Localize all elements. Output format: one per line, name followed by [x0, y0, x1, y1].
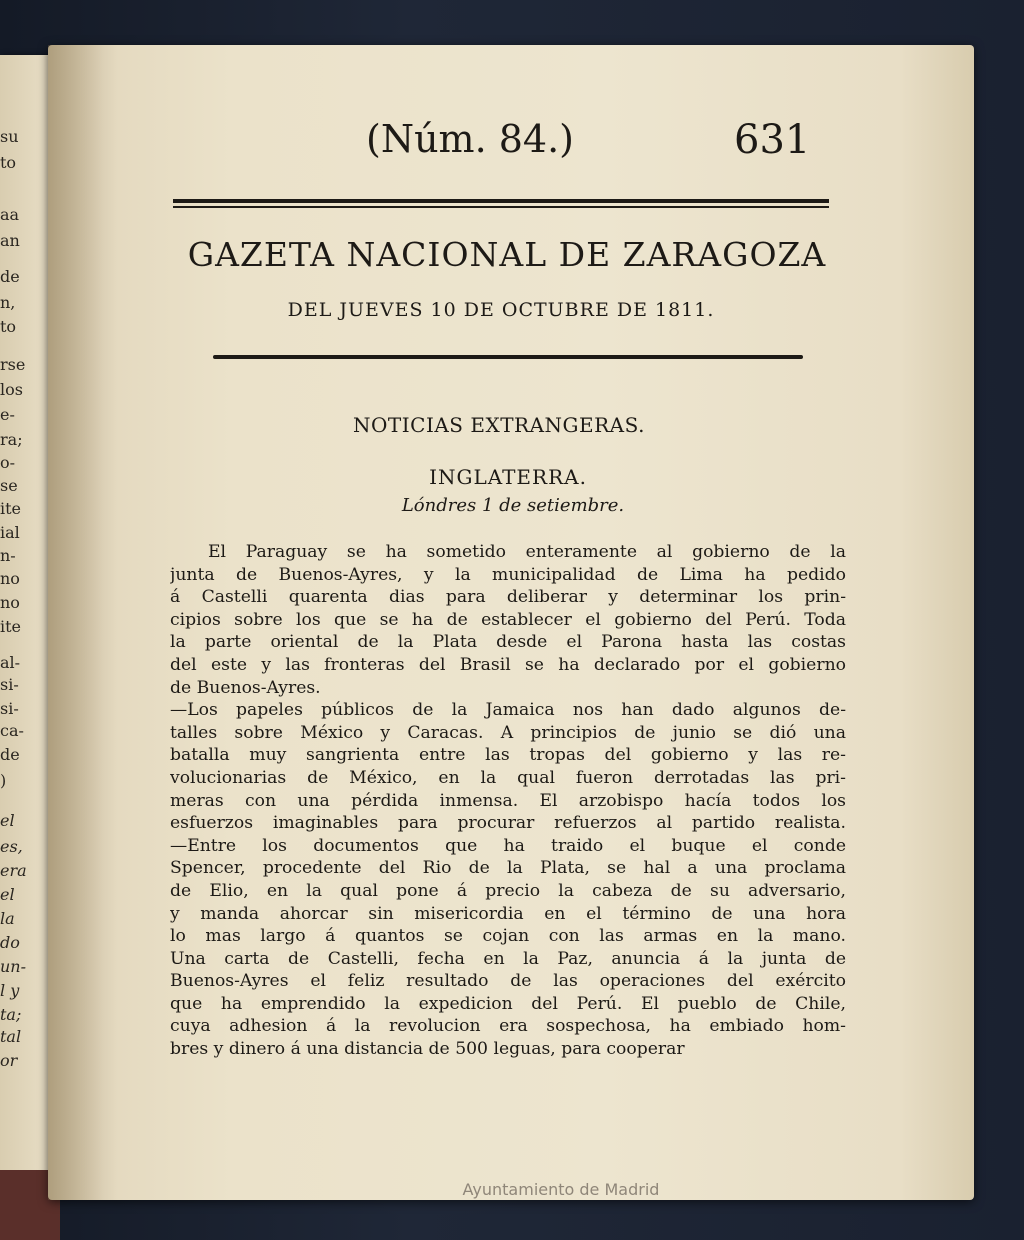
article-line: que ha emprendido la expedicion del Perú. El pueblo de Chile,: [170, 993, 846, 1014]
left-page-text-fragment: tal: [0, 1027, 22, 1046]
left-page-text-fragment: to: [0, 153, 17, 172]
article-line: Buenos-Ayres el feliz resultado de las operaciones del exército: [170, 971, 846, 992]
left-page-text-fragment: ial: [0, 523, 20, 542]
country-heading: INGLATERRA.: [429, 465, 587, 489]
left-page-text-fragment: era: [0, 861, 27, 880]
article-line: El Paraguay se ha sometido enteramente al gobierno de la: [208, 542, 846, 562]
left-page-text-fragment: ra;: [0, 430, 23, 449]
issue-number: (Núm. 84.): [366, 117, 574, 161]
article-line: volucionarias de México, en la qual fueron derrotadas las pri-: [170, 767, 846, 788]
left-page-text-fragment: or: [0, 1051, 18, 1070]
left-page-text-fragment: la: [0, 909, 15, 928]
left-page-text-fragment: an: [0, 231, 20, 250]
left-page-text-fragment: to: [0, 317, 17, 336]
newspaper-page: [48, 45, 974, 1200]
article-line: cuya adhesion á la revolucion era sospechosa, ha embiado hom-: [170, 1016, 846, 1037]
place-date-line: Lóndres 1 de setiembre.: [401, 495, 625, 516]
article-line: del este y las fronteras del Brasil se ha declarado por el gobierno: [170, 654, 846, 675]
article-line: la parte oriental de la Plata desde el Parona hasta las costas: [170, 632, 846, 653]
newspaper-title: GAZETA NACIONAL DE ZARAGOZA: [187, 235, 827, 274]
left-page-text-fragment: ta;: [0, 1005, 22, 1024]
left-page-text-fragment: si-: [0, 699, 19, 718]
left-page-text-fragment: e-: [0, 405, 15, 424]
article-line: á Castelli quarenta dias para deliberar y determinar los prin-: [170, 587, 846, 608]
left-page-text-fragment: si-: [0, 675, 19, 694]
article-line: talles sobre México y Caracas. A principios de junio se dió una: [170, 722, 846, 743]
left-page-text-fragment: se: [0, 476, 18, 495]
article-line: —Entre los documentos que ha traido el buque el conde: [170, 835, 846, 856]
left-page-text-fragment: ite: [0, 499, 22, 518]
header-rule-thick: [173, 199, 829, 203]
article-line: lo mas largo á quantos se cojan con las armas en la mano.: [170, 926, 846, 947]
left-page-text-fragment: al-: [0, 653, 21, 672]
article-line: cipios sobre los que se ha de establecer el gobierno del Perú. Toda: [170, 609, 846, 630]
left-page-text-fragment: no: [0, 569, 20, 588]
left-page-text-fragment: o-: [0, 453, 16, 472]
article-line: meras con una pérdida inmensa. El arzobispo hacía todos los: [170, 790, 846, 811]
left-page-text-fragment: aa: [0, 205, 20, 224]
article-line: y manda ahorcar sin misericordia en el término de una hora: [170, 903, 846, 924]
left-page-text-fragment: los: [0, 380, 23, 399]
left-page-text-fragment: de: [0, 267, 20, 286]
left-page-text-fragment: ): [0, 771, 7, 790]
section-heading: NOTICIAS EXTRANGERAS.: [353, 413, 645, 437]
library-watermark: Ayuntamiento de Madrid: [462, 1180, 660, 1199]
dateline-rule: [213, 355, 803, 359]
left-page-text-fragment: do: [0, 933, 20, 952]
article-line: de Buenos-Ayres.: [170, 677, 321, 698]
left-page-text-fragment: n-: [0, 546, 16, 565]
left-page-text-fragment: un-: [0, 957, 27, 976]
article-line: esfuerzos imaginables para procurar refuerzos al partido realista.: [170, 813, 846, 834]
article-line: —Los papeles públicos de la Jamaica nos han dado algunos de-: [170, 700, 846, 721]
article-line: junta de Buenos-Ayres, y la municipalidad de Lima ha pedido: [170, 564, 846, 585]
left-page-text-fragment: rse: [0, 355, 26, 374]
issue-dateline: DEL JUEVES 10 DE OCTUBRE DE 1811.: [287, 299, 715, 321]
article-line: bres y dinero á una distancia de 500 leguas, para cooperar: [170, 1039, 685, 1060]
article-line: de Elio, en la qual pone á precio la cabeza de su adversario,: [170, 880, 846, 901]
left-page-text-fragment: n,: [0, 293, 16, 312]
left-page-text-fragment: el: [0, 885, 15, 904]
left-page-text-fragment: ca-: [0, 721, 24, 740]
article-line: Una carta de Castelli, fecha en la Paz, anuncia á la junta de: [170, 948, 846, 969]
header-rule-thin: [173, 206, 829, 208]
article-body: [170, 541, 846, 1061]
left-page-text-fragment: ite: [0, 617, 22, 636]
left-page-text-fragment: el: [0, 811, 15, 830]
left-page-text-fragment: su: [0, 127, 19, 146]
left-page-text-fragment: es,: [0, 837, 23, 856]
page-number: 631: [734, 117, 811, 163]
left-page-text-fragment: de: [0, 745, 20, 764]
article-line: Spencer, procedente del Rio de la Plata, se hal a una proclama: [170, 858, 846, 879]
left-page-text-fragment: l y: [0, 981, 20, 1000]
article-line: batalla muy sangrienta entre las tropas del gobierno y las re-: [170, 745, 846, 766]
left-page-text-fragment: no: [0, 593, 20, 612]
